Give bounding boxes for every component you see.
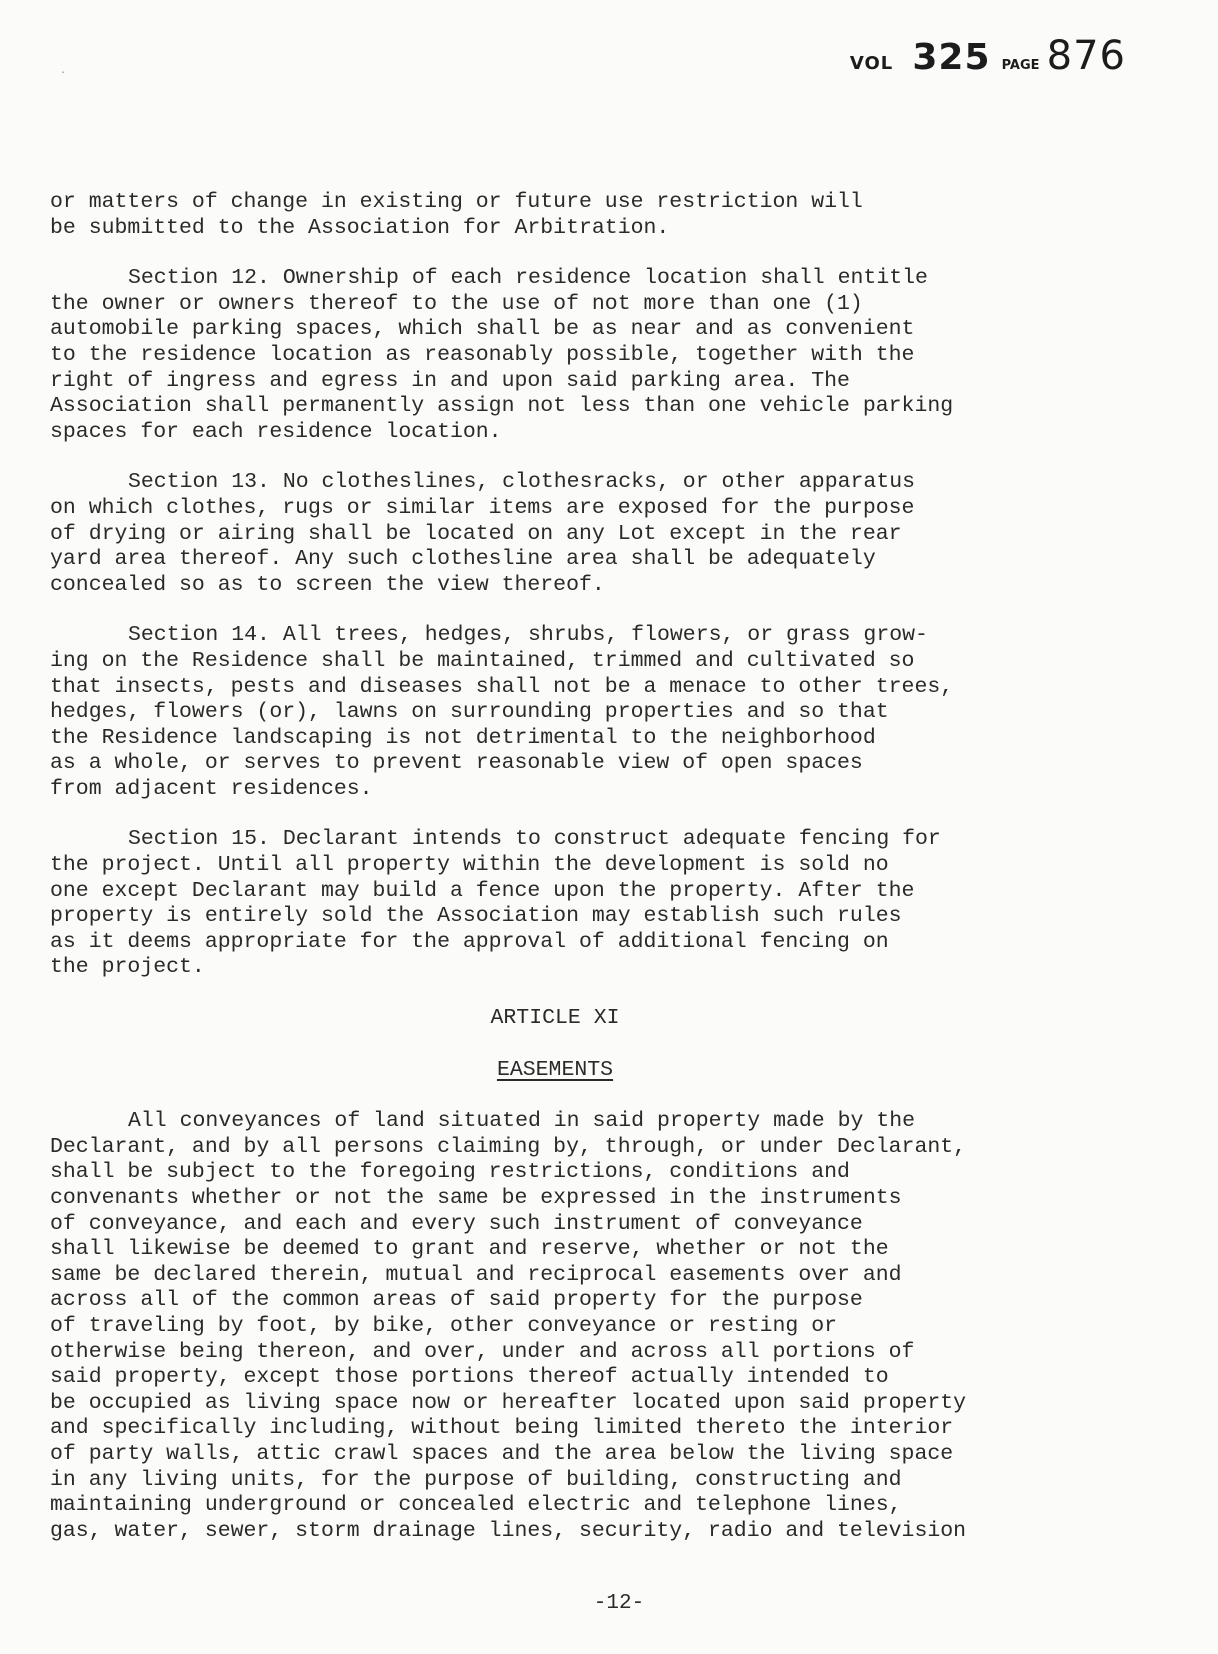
footer-page-number: -12- [593, 1592, 645, 1615]
paragraph-section-15: Section 15. Declarant intends to construct adequate fencing for the project. Until all property within the development is sold no one except Declarant may build a fence upon the property. After the property is entirely sold the Association may establish such rules as it deems appropriate for the approval of additional fencing on the project. [50, 827, 941, 980]
article-title [50, 1006, 1160, 1032]
page-label: PAGE [1001, 58, 1040, 73]
paragraph-section-13: Section 13. No clotheslines, clothesracks, or other apparatus on which clothes, rugs or similar items are exposed for the purpose of drying or airing shall be located on any Lot except in the rear yard area thereof. Any such clothesline area shall be adequately concealed so as to screen the view thereof. [50, 470, 916, 597]
paragraph-section-14: Section 14. All trees, hedges, shrubs, flowers, or grass grow- ing on the Residence shall be maintained, trimmed and cultivated so that insects, pests and diseases shall not be a menace to other trees, hedges, flowers (or), lawns on surrounding properties and so that the Residence landscaping is not detrimental to the neighborhood as a whole, or serves to prevent reasonable view of open spaces from adjacent residences. [50, 623, 954, 801]
paragraph-continuation: or matters of change in existing or future use restriction will be submitted to the Association for Arbitration. [50, 190, 863, 240]
recorded-page-number: 876 [1046, 33, 1126, 79]
article-subtitle-text: EASEMENTS [496, 1057, 614, 1082]
article-subtitle [50, 1058, 1160, 1084]
article-title-text: ARTICLE XI [490, 1006, 620, 1031]
recording-stamp [849, 33, 1126, 79]
paragraph-easements: All conveyances of land situated in said property made by the Declarant, and by all persons claiming by, through, or under Declarant, shall be subject to the foregoing restrictions, conditions and convenants whether or not the same be expressed in the instruments of conveyance, and each and every such instrument of conveyance shall likewise be deemed to grant and reserve, whether or not the same be declared therein, mutual and reciprocal easements over and across all of the common areas of said property for the purpose of traveling by foot, by bike, other conveyance or resting or otherwise being thereon, and over, under and across all portions of said property, except those portions thereof actually intended to be occupied as living space now or hereafter located upon said property and specifically including, without being limited thereto the interior of party walls, attic crawl spaces and the area below the living space in any living units, for the purpose of building, constructing and maintaining underground or concealed electric and telephone lines, gas, water, sewer, storm drainage lines, security, radio and television [50, 1109, 967, 1543]
vol-number: 325 [912, 37, 991, 78]
scan-speck: · [60, 68, 67, 79]
vol-label: VOL [849, 53, 894, 74]
paragraph-section-12: Section 12. Ownership of each residence location shall entitle the owner or owners thereof to the use of not more than one (1) automobile parking spaces, which shall be as near and as convenient to the residence location as reasonably possible, together with the right of ingress and egress in and upon said parking area. The Association shall permanently assign not less than one vehicle parking spaces for each residence location. [50, 266, 954, 444]
document-body [50, 190, 1160, 1569]
